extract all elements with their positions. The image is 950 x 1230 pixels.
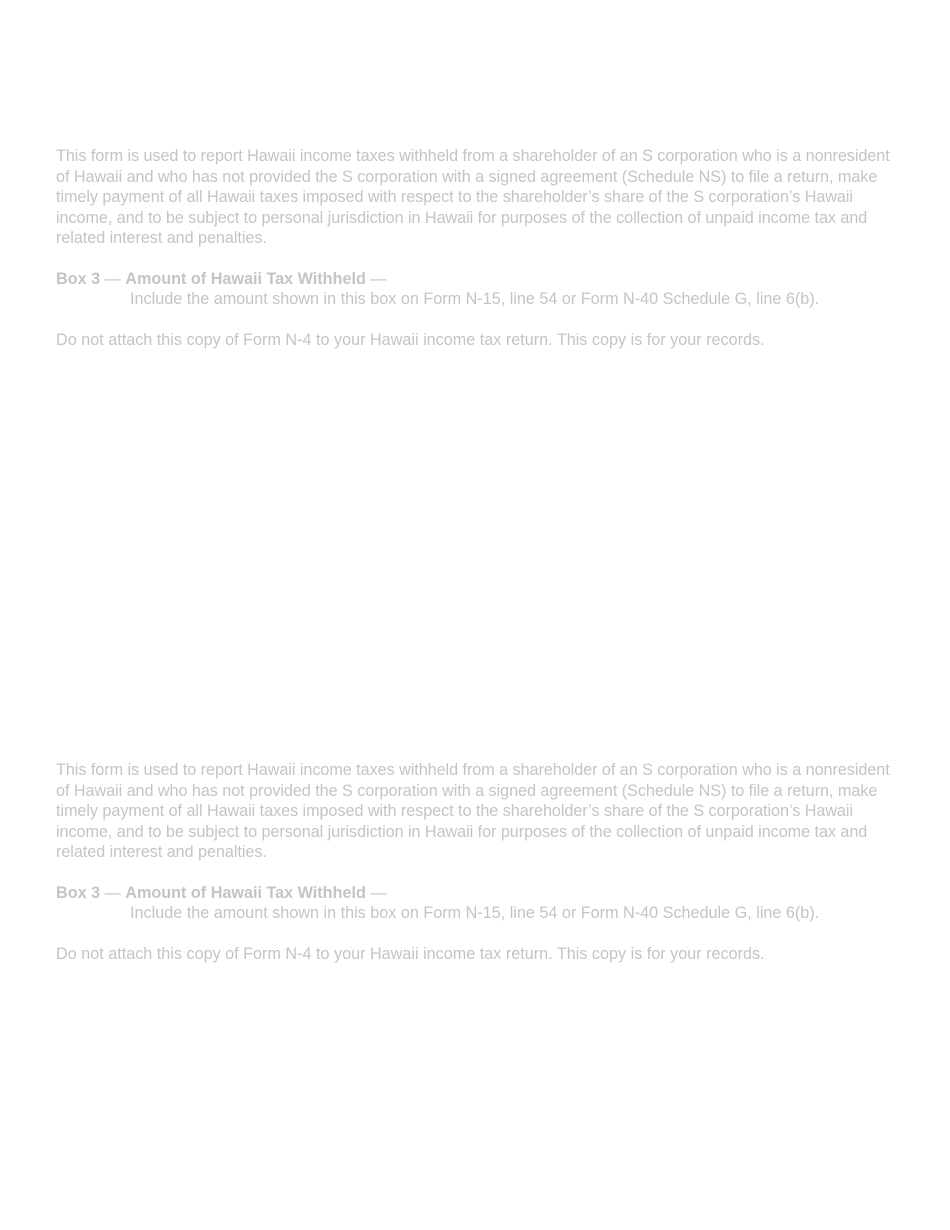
box-label: Box 3 <box>56 269 101 288</box>
box-dash: — <box>100 883 126 902</box>
instructions-copy-1 <box>56 146 896 350</box>
intro-paragraph: This form is used to report Hawaii income taxes withheld from a shareholder of an S corporation who is a nonresident of Hawaii and who has not provided the S corporation with a signed agreement (Schedule NS) to file a return, make timely payment of all Hawaii taxes imposed with respect to the shareholder’s share of the S corporation’s Hawaii income, and to be subject to personal jurisdiction in Hawaii for purposes of the collection of unpaid income tax and related interest and penalties. <box>56 761 890 861</box>
box-3-detail: Include the amount shown in this box on Form N-15, line 54 or Form N-40 Schedule G, line 6(b). <box>130 290 820 308</box>
instructions-copy-2 <box>56 760 896 964</box>
box-dash: — <box>100 269 126 288</box>
records-notice: Do not attach this copy of Form N-4 to your Hawaii income tax return. This copy is for your records. <box>56 944 765 963</box>
box-title-dash: — <box>365 883 387 902</box>
box-label: Box 3 <box>56 883 101 902</box>
box-title: Amount of Hawaii Tax Withheld <box>125 883 366 902</box>
box-3-heading <box>56 883 896 904</box>
intro-paragraph: This form is used to report Hawaii income taxes withheld from a shareholder of an S corporation who is a nonresident of Hawaii and who has not provided the S corporation with a signed agreement (Schedule NS) to file a return, make timely payment of all Hawaii taxes imposed with respect to the shareholder’s share of the S corporation’s Hawaii income, and to be subject to personal jurisdiction in Hawaii for purposes of the collection of unpaid income tax and related interest and penalties. <box>56 147 890 247</box>
box-3-heading <box>56 269 896 290</box>
records-notice: Do not attach this copy of Form N-4 to your Hawaii income tax return. This copy is for your records. <box>56 330 765 349</box>
box-title-dash: — <box>365 269 387 288</box>
box-3-detail: Include the amount shown in this box on Form N-15, line 54 or Form N-40 Schedule G, line 6(b). <box>130 904 820 922</box>
box-title: Amount of Hawaii Tax Withheld <box>125 269 366 288</box>
